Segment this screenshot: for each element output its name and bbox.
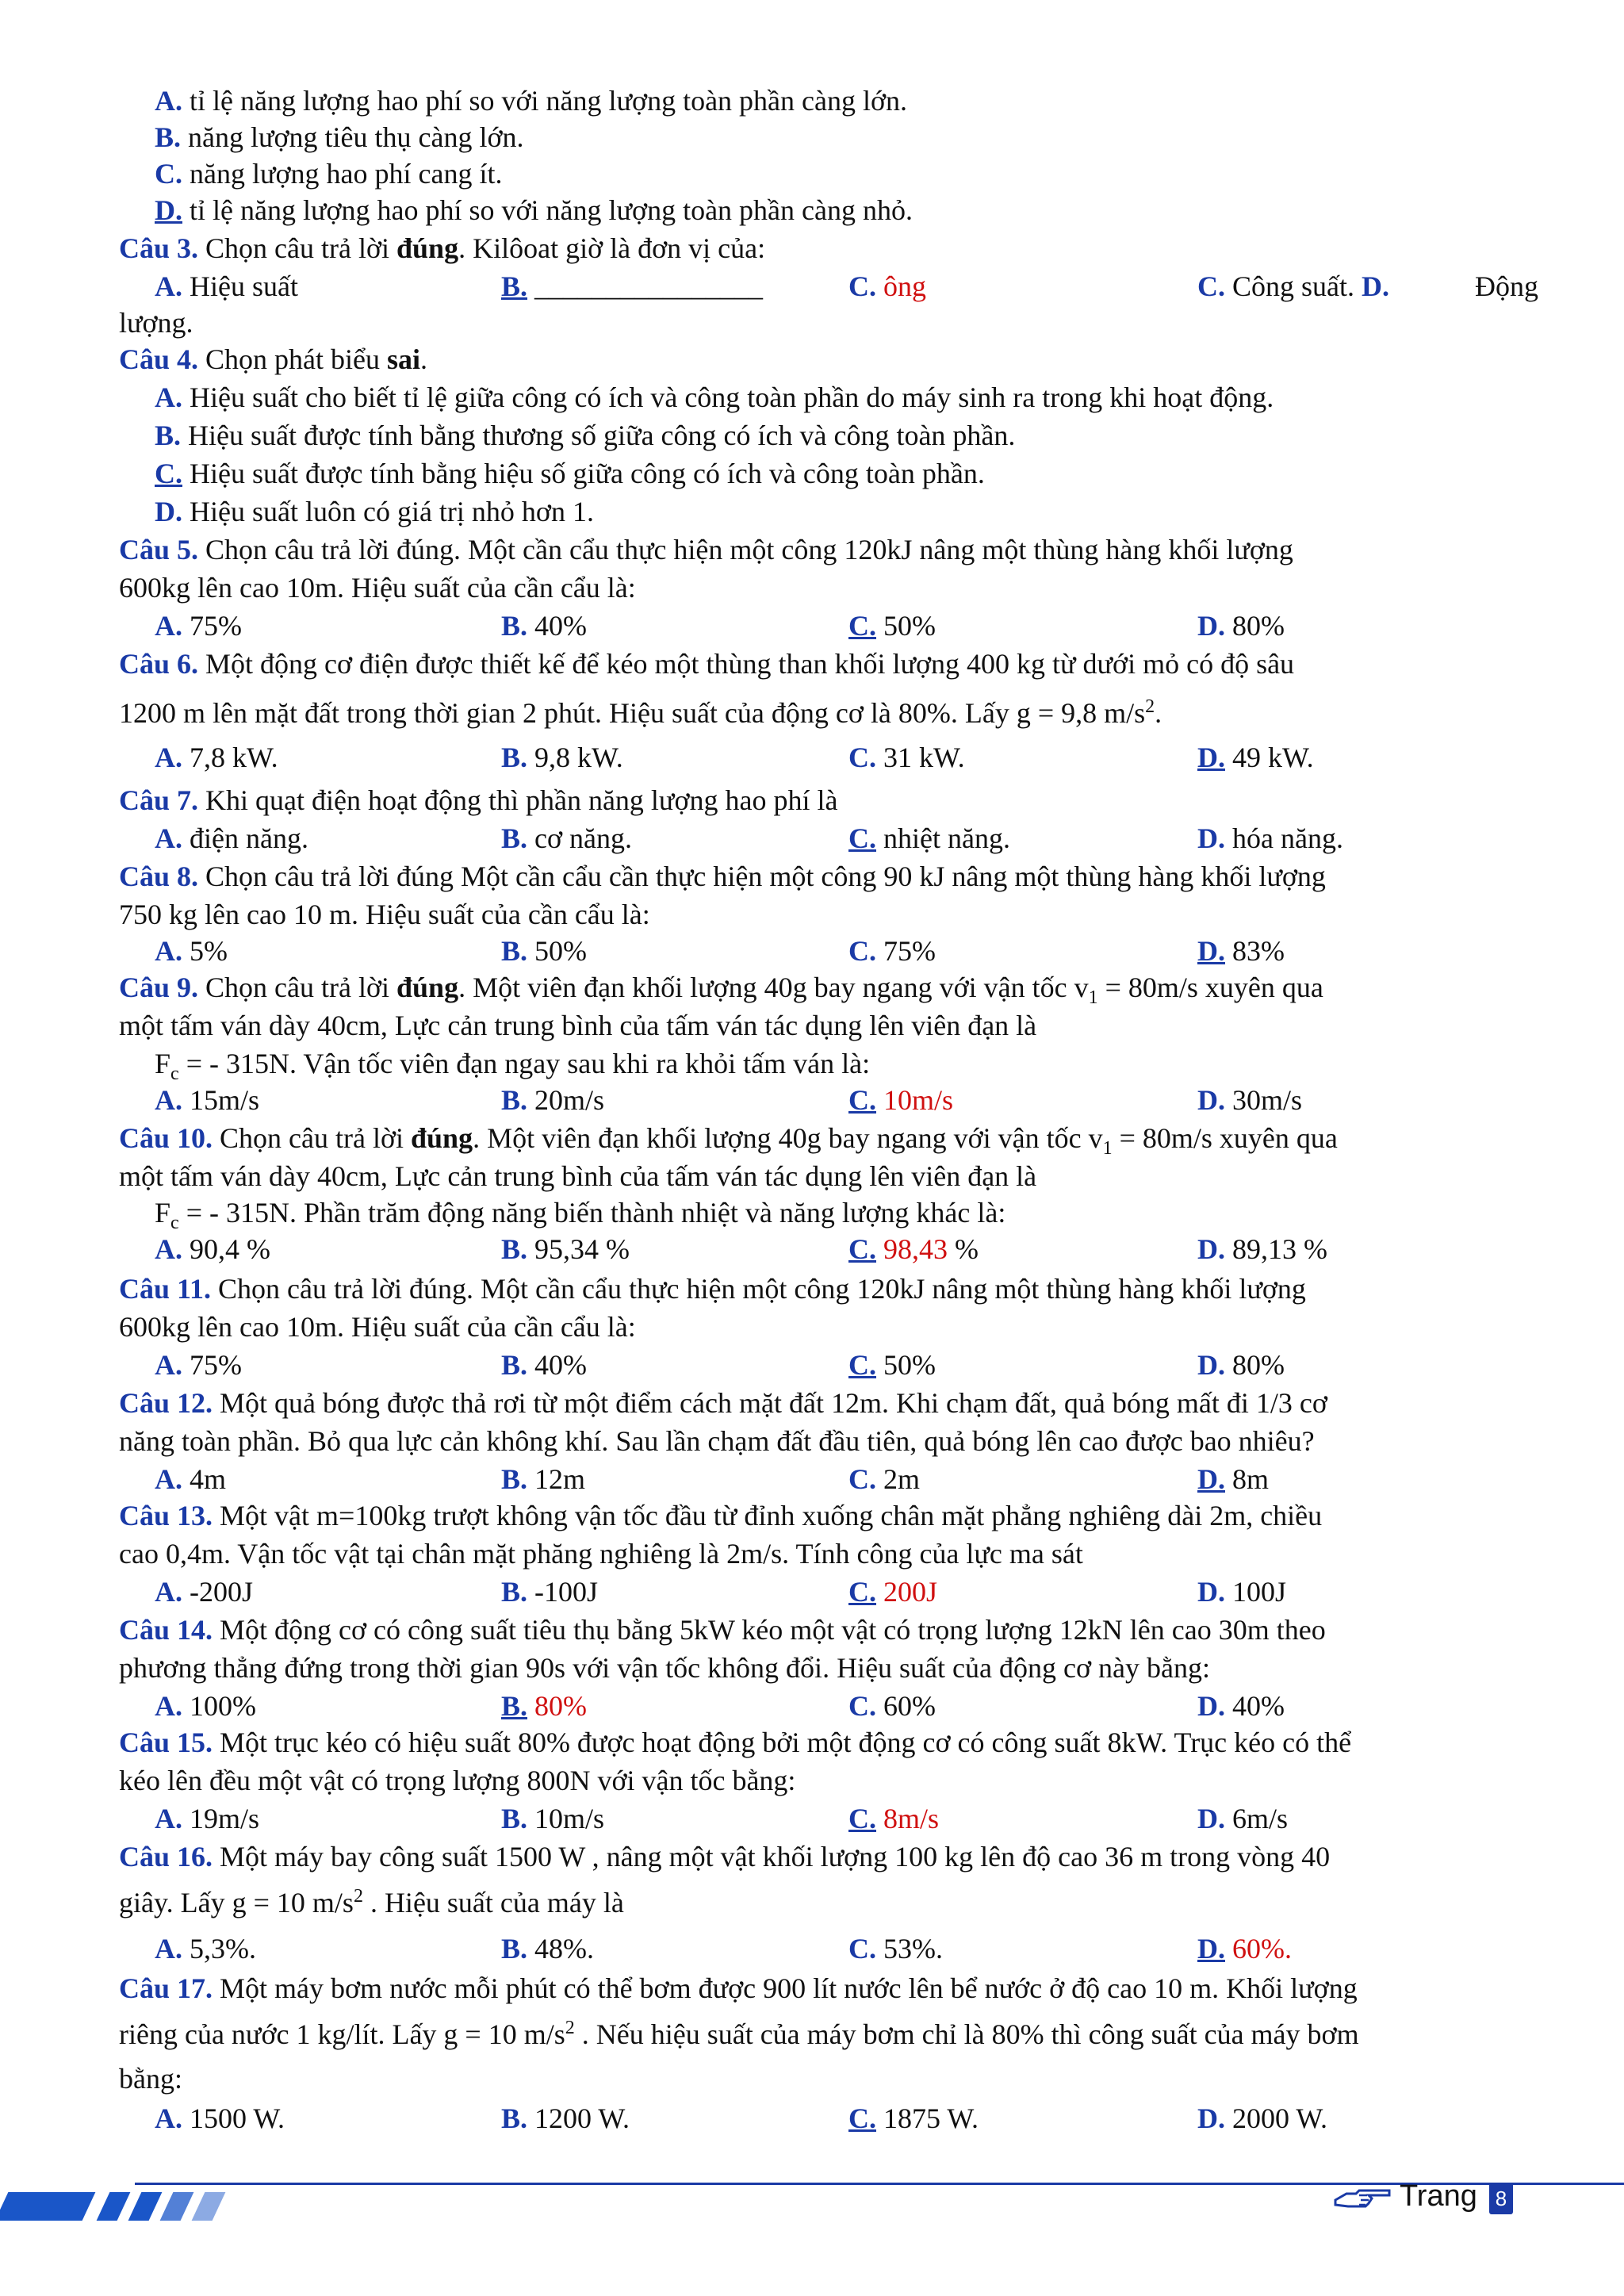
q14-option-d: D. 40% (1197, 1690, 1285, 1722)
q15-option-d: D. 6m/s (1197, 1803, 1289, 1834)
q16-option-c: C. 53%. (848, 1933, 943, 1964)
q17-option-b: B. 1200 W. (501, 2102, 630, 2134)
q3-option-d: Động (1475, 270, 1538, 302)
q14-stem: Câu 14. Một động cơ có công suất tiêu thụ bằng 5kW kéo một vật có trọng lượng 12kN lên cao 30m theo (119, 1614, 1326, 1646)
q14-option-c: C. 60% (848, 1690, 936, 1722)
q3-option-b: B. ________________ (501, 270, 764, 302)
q7-stem: Câu 7. Khi quạt điện hoạt động thì phần năng lượng hao phí là (119, 784, 838, 816)
q7-option-c: C. nhiệt năng. (848, 822, 1010, 854)
q15-option-b: B. 10m/s (501, 1803, 605, 1834)
q17-stem-2: riêng của nước 1 kg/lít. Lấy g = 10 $m/s^2$ . Nếu hiệu suất của máy bơm chỉ là 80% thì công suất của máy bơm (119, 2018, 1359, 2050)
q16-option-d: D. 60%. (1197, 1933, 1292, 1964)
q2-option-a: A. tỉ lệ năng lượng hao phí so với năng lượng toàn phần càng lớn. (155, 85, 908, 117)
q9-stem: Câu 9. Chọn câu trả lời đúng. Một viên đạn khối lượng 40g bay ngang với vận tốc $v_1 = 80m/s$ xuyên qua (119, 972, 1323, 1009)
q10-option-d: D. 89,13 % (1197, 1233, 1327, 1265)
q5-option-c: C. 50% (848, 610, 936, 642)
q17-stem-3: bằng: (119, 2063, 182, 2095)
q8-stem: Câu 8. Chọn câu trả lời đúng Một cần cẩu cần thực hiện một công 90 kJ nâng một thùng hàng khối lượng (119, 861, 1326, 892)
q5-option-b: B. 40% (501, 610, 588, 642)
q13-option-b: B. -100J (501, 1576, 599, 1608)
q3-option-a: A. Hiệu suất (155, 270, 298, 302)
q10-stem-2: một tấm ván dày 40cm, Lực cản trung bình của tấm ván tác dụng lên viên đạn là (119, 1160, 1037, 1192)
q12-option-d: D. 8m (1197, 1463, 1270, 1495)
q12-stem-2: năng toàn phần. Bỏ qua lực cản không khí. Sau lần chạm đất đầu tiên, quả bóng lên cao được bao nhiêu? (119, 1425, 1315, 1457)
q12-option-b: B. 12m (501, 1463, 586, 1495)
q8-option-b: B. 50% (501, 935, 588, 967)
q6-option-d: D. 49 kW. (1197, 742, 1314, 773)
q9-option-d: D. 30m/s (1197, 1084, 1303, 1116)
q8-option-c: C. 75% (848, 935, 936, 967)
q6-stem-2: 1200 m lên mặt đất trong thời gian 2 phút. Hiệu suất của động cơ là 80%. Lấy g = 9,8 $m/s^2$. (119, 696, 1162, 729)
q13-stem: Câu 13. Một vật m=100kg trượt không vận tốc đầu từ đỉnh xuống chân mặt phẳng nghiêng dài 2m, chiều (119, 1500, 1323, 1531)
pointing-hand-icon (1332, 2183, 1394, 2214)
q7-option-d: D. hóa năng. (1197, 822, 1343, 854)
q13-option-a: A. -200J (155, 1576, 253, 1608)
q10-stem-3: $F_c$ = - 315N. Phần trăm động năng biến thành nhiệt và năng lượng khác là: (155, 1197, 1006, 1234)
q11-option-a: A. 75% (155, 1349, 242, 1381)
q11-option-c: C. 50% (848, 1349, 936, 1381)
q16-option-a: A. 5,3%. (155, 1933, 256, 1964)
q15-stem-2: kéo lên đều một vật có trọng lượng 800N với vận tốc bằng: (119, 1765, 796, 1796)
page-number: 8 (1489, 2183, 1513, 2214)
q4-option-d: D. Hiệu suất luôn có giá trị nhỏ hơn 1. (155, 496, 594, 527)
q17-option-d: D. 2000 W. (1197, 2102, 1328, 2134)
q2-option-c: C. năng lượng hao phí cang ít. (155, 158, 503, 190)
q9-option-b: B. 20m/s (501, 1084, 605, 1116)
q4-stem: Câu 4. Chọn phát biểu sai. (119, 343, 428, 375)
q6-option-c: C. 31 kW. (848, 742, 965, 773)
q4-option-a: A. Hiệu suất cho biết tỉ lệ giữa công có ích và công toàn phần do máy sinh ra trong khi hoạt động. (155, 381, 1274, 413)
q14-option-b: B. 80% (501, 1690, 588, 1722)
q2-option-d: D. tỉ lệ năng lượng hao phí so với năng lượng toàn phần càng nhỏ. (155, 194, 913, 226)
q4-option-b: B. Hiệu suất được tính bằng thương số giữa công có ích và công toàn phần. (155, 420, 1016, 451)
q14-option-a: A. 100% (155, 1690, 256, 1722)
q13-option-c: C. 200J (848, 1576, 938, 1608)
q12-stem: Câu 12. Một quả bóng được thả rơi từ một điểm cách mặt đất 12m. Khi chạm đất, quả bóng mất đi 1/3 cơ (119, 1387, 1327, 1419)
q3-option-c2: C. Công suất. D. (1197, 270, 1390, 302)
q10-option-b: B. 95,34 % (501, 1233, 630, 1265)
q5-stem-2: 600kg lên cao 10m. Hiệu suất của cần cẩu là: (119, 572, 636, 604)
q4-option-c: C. Hiệu suất được tính bằng hiệu số giữa công có ích và công toàn phần. (155, 458, 985, 489)
q15-option-a: A. 19m/s (155, 1803, 260, 1834)
q12-option-c: C. 2m (848, 1463, 921, 1495)
q15-stem: Câu 15. Một trục kéo có hiệu suất 80% được hoạt động bởi một động cơ có công suất 8kW. Trục kéo có thể (119, 1727, 1352, 1758)
q5-option-a: A. 75% (155, 610, 242, 642)
footer-stripe-4 (160, 2192, 194, 2221)
q3-option-d-cont: lượng. (119, 307, 193, 339)
q6-stem: Câu 6. Một động cơ điện được thiết kế để kéo một thùng than khối lượng 400 kg từ dưới mỏ có độ sâu (119, 648, 1295, 680)
q10-option-c: C. 98,43 % (848, 1233, 979, 1265)
q9-option-a: A. 15m/s (155, 1084, 260, 1116)
q17-stem: Câu 17. Một máy bơm nước mỗi phút có thể bơm được 900 lít nước lên bể nước ở độ cao 10 m. Khối lượng (119, 1972, 1358, 2004)
q8-option-d: D. 83% (1197, 935, 1285, 967)
q16-option-b: B. 48%. (501, 1933, 595, 1964)
q14-stem-2: phương thẳng đứng trong thời gian 90s với vận tốc không đổi. Hiệu suất của động cơ này bằng: (119, 1652, 1210, 1684)
q16-stem-2: giây. Lấy g = 10 $m/s^2$ . Hiệu suất của máy là (119, 1886, 624, 1918)
q7-option-b: B. cơ năng. (501, 822, 633, 854)
q2-option-b: B. năng lượng tiêu thụ càng lớn. (155, 121, 524, 153)
q9-option-c: C. 10m/s (848, 1084, 954, 1116)
q8-stem-2: 750 kg lên cao 10 m. Hiệu suất của cần cẩu là: (119, 899, 650, 930)
page-label: Trang (1400, 2179, 1477, 2213)
q10-option-a: A. 90,4 % (155, 1233, 270, 1265)
q11-stem: Câu 11. Chọn câu trả lời đúng. Một cần cẩu thực hiện một công 120kJ nâng một thùng hàng khối lượng (119, 1273, 1306, 1305)
q11-stem-2: 600kg lên cao 10m. Hiệu suất của cần cẩu là: (119, 1311, 636, 1343)
q5-option-d: D. 80% (1197, 610, 1285, 642)
q10-stem: Câu 10. Chọn câu trả lời đúng. Một viên đạn khối lượng 40g bay ngang với vận tốc $v_1 = 80m/s$ xuyên qua (119, 1122, 1338, 1159)
q13-stem-2: cao 0,4m. Vận tốc vật tại chân mặt phăng nghiêng là 2m/s. Tính công của lực ma sát (119, 1538, 1083, 1570)
q12-option-a: A. 4m (155, 1463, 227, 1495)
q8-option-a: A. 5% (155, 935, 228, 967)
q15-option-c: C. 8m/s (848, 1803, 940, 1834)
footer-stripe-2 (97, 2192, 131, 2221)
q6-option-a: A. 7,8 kW. (155, 742, 278, 773)
q17-option-c: C. 1875 W. (848, 2102, 979, 2134)
footer-stripe-5 (192, 2192, 226, 2221)
q13-option-d: D. 100J (1197, 1576, 1287, 1608)
q3-stem: Câu 3. Chọn câu trả lời đúng. Kilôoat giờ là đơn vị của: (119, 232, 766, 264)
q11-option-b: B. 40% (501, 1349, 588, 1381)
footer-stripe-1 (0, 2192, 95, 2221)
q16-stem: Câu 16. Một máy bay công suất 1500 W , nâng một vật khối lượng 100 kg lên độ cao 36 m trong vòng 40 (119, 1841, 1331, 1872)
q6-option-b: B. 9,8 kW. (501, 742, 623, 773)
q5-stem: Câu 5. Chọn câu trả lời đúng. Một cần cẩu thực hiện một công 120kJ nâng một thùng hàng khối lượng (119, 534, 1293, 565)
q11-option-d: D. 80% (1197, 1349, 1285, 1381)
q9-stem-2: một tấm ván dày 40cm, Lực cản trung bình của tấm ván tác dụng lên viên đạn là (119, 1010, 1037, 1041)
q7-option-a: A. điện năng. (155, 822, 308, 854)
q3-option-c1: C. ông (848, 270, 926, 302)
q17-option-a: A. 1500 W. (155, 2102, 285, 2134)
footer-stripe-3 (128, 2192, 163, 2221)
q9-stem-3: $F_c$ = - 315N. Vận tốc viên đạn ngay sau khi ra khỏi tấm ván là: (155, 1048, 871, 1085)
